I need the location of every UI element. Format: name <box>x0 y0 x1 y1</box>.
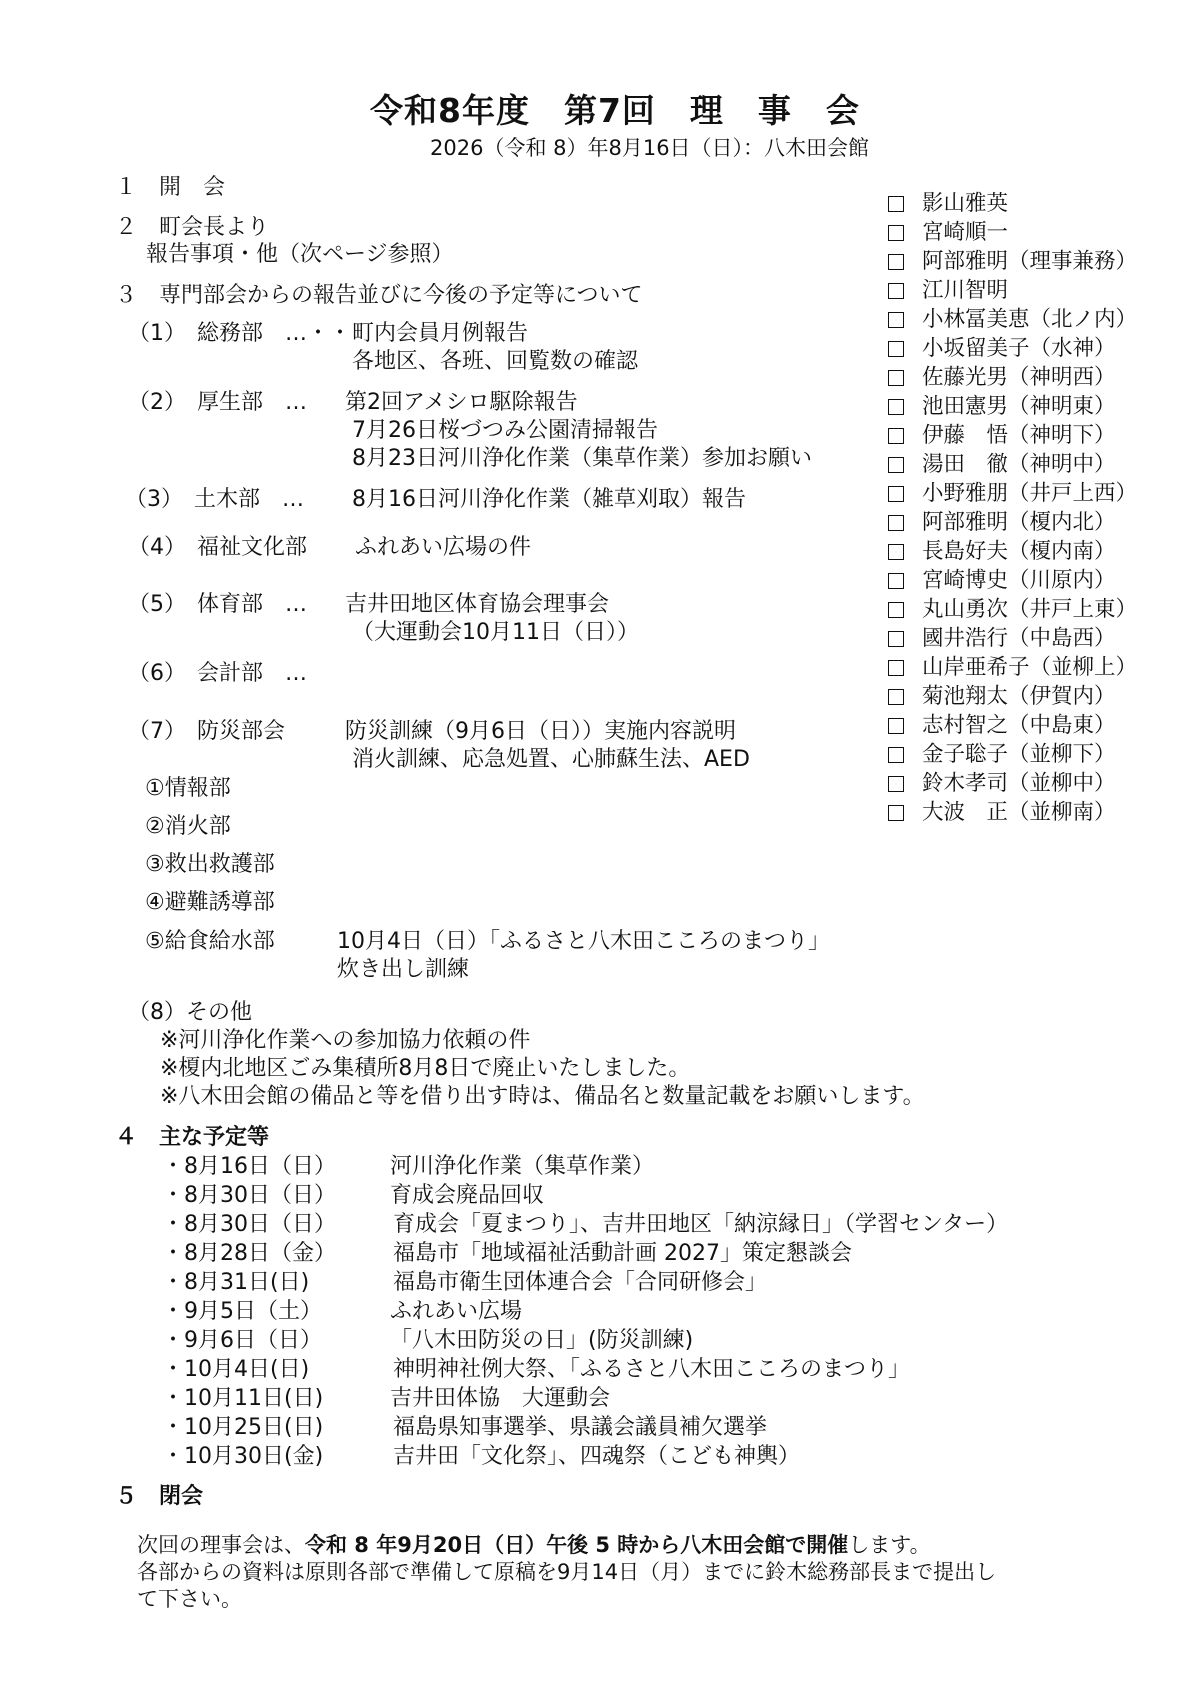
checkbox-icon <box>888 602 904 618</box>
submission-notice-cont: て下さい。 <box>137 1587 242 1611</box>
checkbox-icon <box>888 370 904 386</box>
schedule-event: 吉井田「文化祭」、四魂祭（こども神輿） <box>393 1444 801 1469</box>
member-name: 佐藤光男（神明西） <box>922 365 1116 390</box>
schedule-date: ・10月4日(日) <box>162 1357 310 1382</box>
checkbox-icon <box>888 196 904 212</box>
checkbox-icon <box>888 225 904 241</box>
member-name: 金子聡子（並柳下） <box>922 742 1116 767</box>
schedule-event: 神明神社例大祭、「ふるさと八木田こころのまつり」 <box>393 1357 911 1382</box>
disaster-unit-label: ③救出救護部 <box>145 852 275 877</box>
schedule-event: 福島市衛生団体連合会「合同研修会」 <box>393 1270 768 1295</box>
schedule-date: ・8月28日（金） <box>162 1241 336 1266</box>
department-line: 8月23日河川浄化作業（集草作業）参加お願い <box>352 446 812 471</box>
department-line: 防災訓練（9月6日（日））実施内容説明 <box>345 719 736 744</box>
checkbox-icon <box>888 341 904 357</box>
department-label: （1） 総務部 …・・ <box>128 321 351 346</box>
member-item <box>888 627 1116 652</box>
schedule-event: 育成会廃品回収 <box>390 1183 545 1208</box>
department-line: （大運動会10月11日（日）） <box>352 620 639 645</box>
disaster-unit-label: ②消火部 <box>145 814 231 839</box>
member-item <box>888 279 1008 304</box>
department-line: 吉井田地区体育協会理事会 <box>345 592 610 617</box>
member-name: 鈴木孝司（並柳中） <box>922 771 1116 796</box>
member-item <box>888 656 1137 681</box>
schedule-date: ・10月30日(金) <box>162 1444 324 1469</box>
agenda-item-1: １ 開 会 <box>115 175 226 200</box>
checkbox-icon <box>888 573 904 589</box>
member-item <box>888 685 1116 710</box>
schedule-date: ・10月25日(日) <box>162 1415 324 1440</box>
schedule-event: ふれあい広場 <box>390 1299 523 1324</box>
member-item <box>888 366 1116 391</box>
schedule-event: 「八木田防災の日」(防災訓練) <box>390 1328 694 1353</box>
next-meeting-datetime: 令和 8 年9月20日（日）午後 5 時から八木田会館で開催 <box>305 1533 849 1557</box>
checkbox-icon <box>888 718 904 734</box>
member-name: 小林冨美恵（北ノ内） <box>922 307 1138 332</box>
member-item <box>888 192 1008 217</box>
member-item <box>888 308 1137 333</box>
schedule-date: ・8月31日(日) <box>162 1270 310 1295</box>
checkbox-icon <box>888 631 904 647</box>
schedule-event: 福島市「地域福祉活動計画 2027」策定懇談会 <box>393 1241 852 1266</box>
department-label: （4） 福祉文化部 <box>128 535 307 560</box>
member-item <box>888 221 1008 246</box>
schedule-date: ・9月5日（土） <box>162 1299 322 1324</box>
schedule-event: 福島県知事選挙、県議会議員補欠選挙 <box>393 1415 768 1440</box>
other-label: （8）その他 <box>128 1000 252 1025</box>
member-name: 宮崎博史（川原内） <box>922 568 1116 593</box>
schedule-event: 育成会「夏まつり」、吉井田地区「納涼縁日」（学習センター） <box>393 1212 1009 1237</box>
member-name: 湯田 徹（神明中） <box>922 452 1116 477</box>
schedule-event: 吉井田体協 大運動会 <box>390 1386 611 1411</box>
member-item <box>888 395 1116 420</box>
department-label: （7） 防災部会 <box>128 719 285 744</box>
member-item <box>888 511 1116 536</box>
department-line: 各地区、各班、回覧数の確認 <box>352 349 639 374</box>
member-name: 阿部雅明（理事兼務） <box>922 249 1138 274</box>
schedule-date: ・8月16日（日） <box>162 1154 336 1179</box>
member-name: 長島好夫（榎内南） <box>922 539 1116 564</box>
department-line: 8月16日河川浄化作業（雑草刈取）報告 <box>352 487 746 512</box>
member-name: 山岸亜希子（並柳上） <box>922 655 1138 680</box>
checkbox-icon <box>888 805 904 821</box>
member-item <box>888 482 1137 507</box>
department-label: （2） 厚生部 … <box>128 390 307 415</box>
disaster-unit-label: ①情報部 <box>145 776 231 801</box>
checkbox-icon <box>888 428 904 444</box>
schedule-event: 河川浄化作業（集草作業） <box>390 1154 655 1179</box>
page-title: 令和8年度 第7回 理 事 会 <box>370 91 860 130</box>
agenda-item-2: ２ 町会長より <box>115 215 270 240</box>
next-meeting-prefix: 次回の理事会は、 <box>137 1533 305 1557</box>
next-meeting-notice <box>137 1532 931 1559</box>
member-item <box>888 337 1116 362</box>
checkbox-icon <box>888 283 904 299</box>
member-item <box>888 714 1116 739</box>
disaster-unit-line: 炊き出し訓練 <box>337 957 470 982</box>
member-item <box>888 453 1116 478</box>
department-line: 消火訓練、応急処置、心肺蘇生法、AED <box>352 747 750 772</box>
department-line: 7月26日桜づつみ公園清掃報告 <box>352 418 658 443</box>
member-item <box>888 743 1116 768</box>
department-label: （6） 会計部 … <box>128 661 307 686</box>
department-label: （3） 土木部 … <box>125 487 304 512</box>
member-name: 小野雅朋（井戸上西） <box>922 481 1138 506</box>
schedule-date: ・8月30日（日） <box>162 1212 336 1237</box>
member-item <box>888 250 1137 275</box>
member-item <box>888 598 1137 623</box>
agenda-item-3: ３ 専門部会からの報告並びに今後の予定等について <box>115 283 643 308</box>
checkbox-icon <box>888 747 904 763</box>
schedule-date: ・8月30日（日） <box>162 1183 336 1208</box>
member-item <box>888 801 1116 826</box>
member-name: 小坂留美子（水神） <box>922 336 1116 361</box>
department-line: ふれあい広場の件 <box>355 535 532 560</box>
checkbox-icon <box>888 544 904 560</box>
submission-notice: 各部からの資料は原則各部で準備して原稿を9月14日（月）までに鈴木総務部長まで提出し <box>137 1560 997 1584</box>
disaster-unit-line: 10月4日（日）「ふるさと八木田こころのまつり」 <box>337 929 830 954</box>
member-name: 大波 正（並柳南） <box>922 800 1116 825</box>
other-note: ※八木田会館の備品と等を借り出す時は、備品名と数量記載をお願いします。 <box>160 1084 925 1109</box>
department-label: （5） 体育部 … <box>128 592 307 617</box>
schedule-date: ・10月11日(日) <box>162 1386 324 1411</box>
member-name: 丸山勇次（井戸上東） <box>922 597 1138 622</box>
schedule-date: ・9月6日（日） <box>162 1328 322 1353</box>
agenda-item-4: ４ 主な予定等 <box>115 1125 270 1150</box>
member-name: 宮崎順一 <box>922 220 1009 245</box>
checkbox-icon <box>888 312 904 328</box>
other-note: ※河川浄化作業への参加協力依頼の件 <box>160 1028 531 1053</box>
member-name: 國井浩行（中島西） <box>922 626 1116 651</box>
member-item <box>888 540 1116 565</box>
member-name: 志村智之（中島東） <box>922 713 1116 738</box>
checkbox-icon <box>888 776 904 792</box>
checkbox-icon <box>888 660 904 676</box>
member-name: 阿部雅明（榎内北） <box>922 510 1116 535</box>
department-line: 町内会員月例報告 <box>352 321 529 346</box>
checkbox-icon <box>888 515 904 531</box>
member-name: 菊池翔太（伊賀内） <box>922 684 1116 709</box>
member-item <box>888 772 1116 797</box>
agenda-item-5: ５ 閉会 <box>115 1484 204 1509</box>
member-name: 伊藤 悟（神明下） <box>922 423 1116 448</box>
agenda-item-2-sub: 報告事項・他（次ページ参照） <box>146 242 454 267</box>
checkbox-icon <box>888 399 904 415</box>
department-line: 第2回アメシロ駆除報告 <box>345 390 578 415</box>
member-name: 影山雅英 <box>922 191 1009 216</box>
meeting-date-location: 2026（令和 8）年8月16日（日）：八木田会館 <box>430 136 870 160</box>
next-meeting-suffix: します。 <box>848 1533 931 1557</box>
member-name: 池田憲男（神明東） <box>922 394 1116 419</box>
disaster-unit-label: ⑤給食給水部 <box>145 929 275 954</box>
member-name: 江川智明 <box>922 278 1009 303</box>
member-item <box>888 569 1116 594</box>
other-note: ※榎内北地区ごみ集積所8月8日で廃止いたしました。 <box>160 1056 691 1081</box>
checkbox-icon <box>888 689 904 705</box>
checkbox-icon <box>888 486 904 502</box>
member-item <box>888 424 1116 449</box>
checkbox-icon <box>888 457 904 473</box>
disaster-unit-label: ④避難誘導部 <box>145 890 275 915</box>
checkbox-icon <box>888 254 904 270</box>
